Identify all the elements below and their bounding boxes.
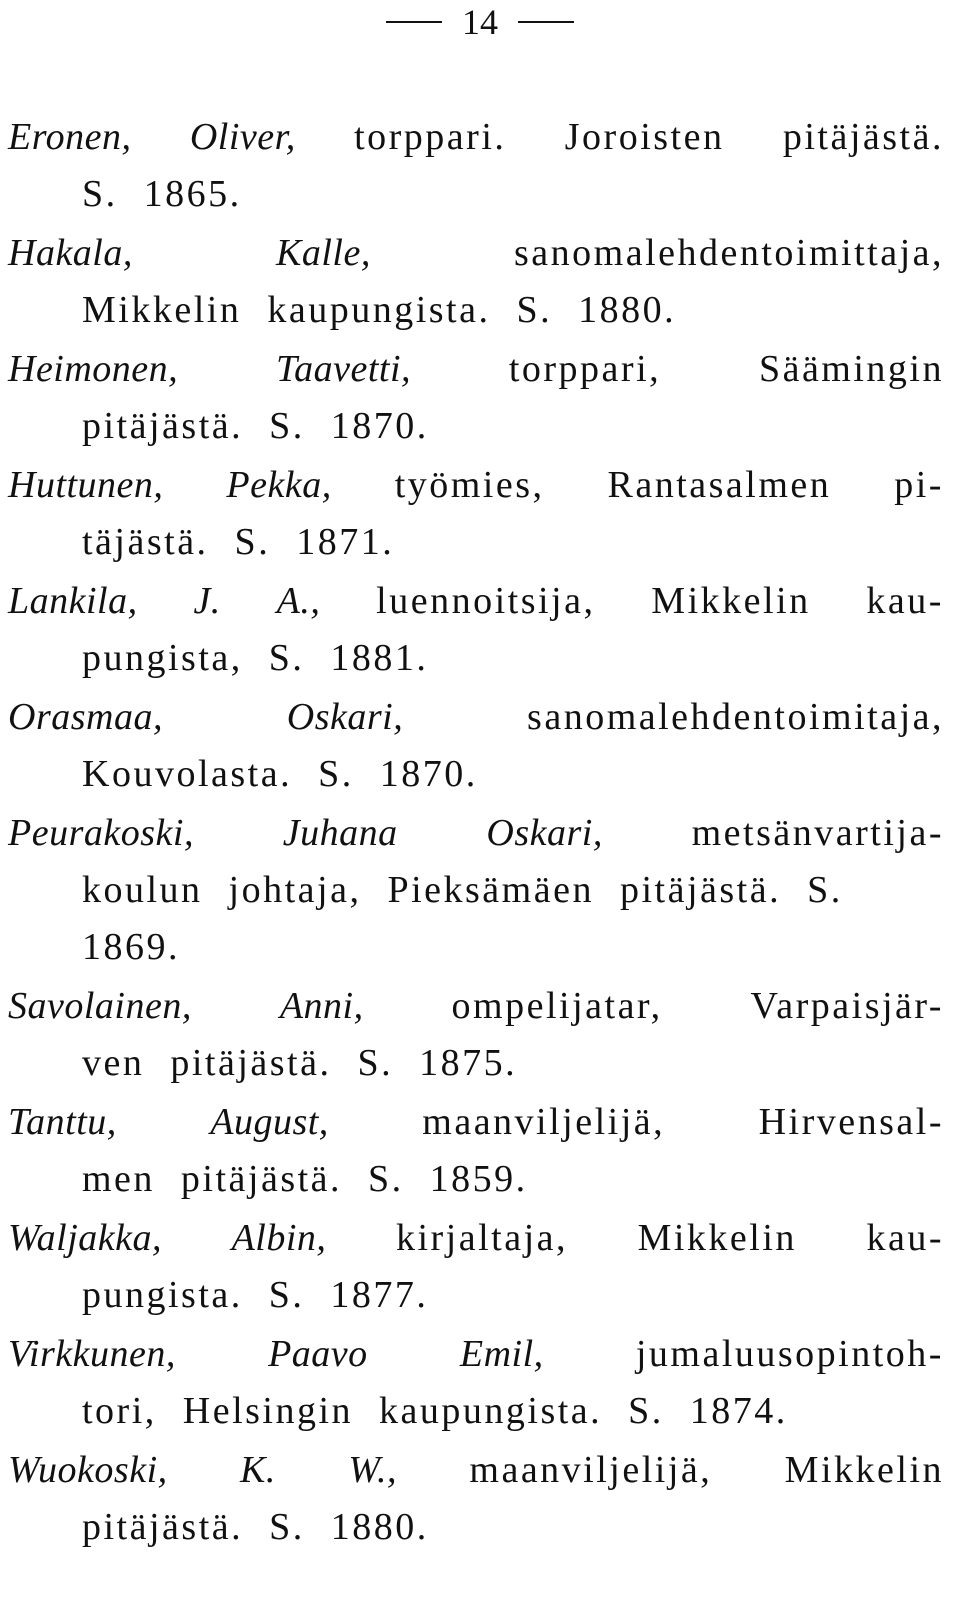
person-name-word: Oskari,	[286, 696, 404, 738]
entry-line-1	[8, 1451, 944, 1489]
person-name-word: Pekka,	[226, 464, 332, 506]
description-word: torppari,	[508, 348, 662, 390]
description-word: Hirvensal-	[758, 1101, 944, 1143]
description-word: luennoitsija,	[376, 580, 596, 622]
entry-line-3: 1869.	[82, 926, 180, 968]
entry-line-1	[8, 118, 944, 156]
entry-line-2: Kouvolasta. S. 1870.	[82, 753, 478, 795]
person-name-word: Savolainen,	[8, 985, 192, 1027]
page-number-text: 14	[462, 2, 498, 42]
person-name-word: Virkkunen,	[8, 1333, 176, 1375]
person-name-word: Tanttu,	[8, 1101, 117, 1143]
entry-line-2: Mikkelin kaupungista. S. 1880.	[82, 289, 677, 331]
description-word: maanviljelijä,	[469, 1449, 713, 1491]
description-word: sanomalehdentoimittaja,	[513, 232, 944, 274]
person-name-word: Juhana	[282, 812, 398, 854]
description-word: ompelijatar,	[451, 985, 663, 1027]
entry-line-1	[8, 350, 944, 388]
description-word: Säämingin	[758, 348, 944, 390]
entry-line-2: pitäjästä. S. 1880.	[82, 1506, 429, 1548]
entry-line-1	[8, 466, 944, 504]
description-word: Joroisten	[564, 116, 725, 158]
entry-line-1	[8, 582, 944, 620]
person-name-word: Taavetti,	[275, 348, 412, 390]
person-name-word: Anni,	[279, 985, 364, 1027]
description-word: torppari.	[354, 116, 507, 158]
entry-line-1	[8, 1219, 944, 1257]
entry-line-2: täjästä. S. 1871.	[82, 521, 395, 563]
person-name-word: Hakala,	[8, 232, 133, 274]
description-word: sanomalehdentoimitaja,	[527, 696, 944, 738]
person-name-word: Huttunen,	[8, 464, 164, 506]
person-name-word: Oskari,	[486, 812, 603, 854]
description-word: kau-	[866, 580, 944, 622]
person-name-word: Waljakka,	[8, 1217, 163, 1259]
entry-line-1	[8, 987, 944, 1025]
right-dash	[518, 21, 574, 23]
person-name-word: Oliver,	[189, 116, 296, 158]
person-name-word: August,	[210, 1101, 329, 1143]
page-number	[0, 0, 960, 44]
description-word: Varpaisjär-	[750, 985, 944, 1027]
person-name-word: W.,	[348, 1449, 397, 1491]
entry-line-2: pungista. S. 1877.	[82, 1274, 429, 1316]
person-name-word: Orasmaa,	[8, 696, 163, 738]
description-word: kau-	[866, 1217, 944, 1259]
entry-line-2: pitäjästä. S. 1870.	[82, 405, 429, 447]
person-name-word: Peurakoski,	[8, 812, 194, 854]
entry-line-1	[8, 814, 944, 852]
description-word: Mikkelin	[637, 1217, 797, 1259]
description-word: työmies,	[394, 464, 545, 506]
entry-line-1	[8, 698, 944, 736]
description-word: pi-	[894, 464, 944, 506]
description-word: jumaluusopintoh-	[635, 1333, 944, 1375]
person-name-word: J.	[193, 580, 221, 622]
description-word: Rantasalmen	[607, 464, 832, 506]
person-name-word: Emil,	[459, 1333, 544, 1375]
person-name-word: A.,	[276, 580, 321, 622]
entry-line-2: ven pitäjästä. S. 1875.	[82, 1042, 518, 1084]
description-word: Mikkelin	[651, 580, 811, 622]
person-name-word: Lankila,	[8, 580, 138, 622]
person-name-word: Kalle,	[276, 232, 371, 274]
entry-line-1	[8, 1103, 944, 1141]
entry-line-2: tori, Helsingin kaupungista. S. 1874.	[82, 1390, 788, 1432]
description-word: pitäjästä.	[782, 116, 944, 158]
left-dash	[386, 21, 442, 23]
entry-line-2: S. 1865.	[82, 173, 242, 215]
person-name-word: Wuokoski,	[8, 1449, 168, 1491]
description-word: maanviljelijä,	[422, 1101, 666, 1143]
description-word: metsänvartija-	[691, 812, 944, 854]
description-word: Mikkelin	[784, 1449, 944, 1491]
entry-line-1	[8, 1335, 944, 1373]
entry-line-1	[8, 234, 944, 272]
person-name-word: K.	[240, 1449, 276, 1491]
entry-line-2: men pitäjästä. S. 1859.	[82, 1158, 528, 1200]
entry-line-2: pungista, S. 1881.	[82, 637, 429, 679]
person-name-word: Albin,	[231, 1217, 327, 1259]
description-word: kirjaltaja,	[395, 1217, 569, 1259]
person-name-word: Heimonen,	[8, 348, 179, 390]
person-name-word: Eronen,	[8, 116, 132, 158]
entry-line-2: koulun johtaja, Pieksämäen pitäjästä. S.	[82, 869, 843, 911]
person-name-word: Paavo	[268, 1333, 368, 1375]
